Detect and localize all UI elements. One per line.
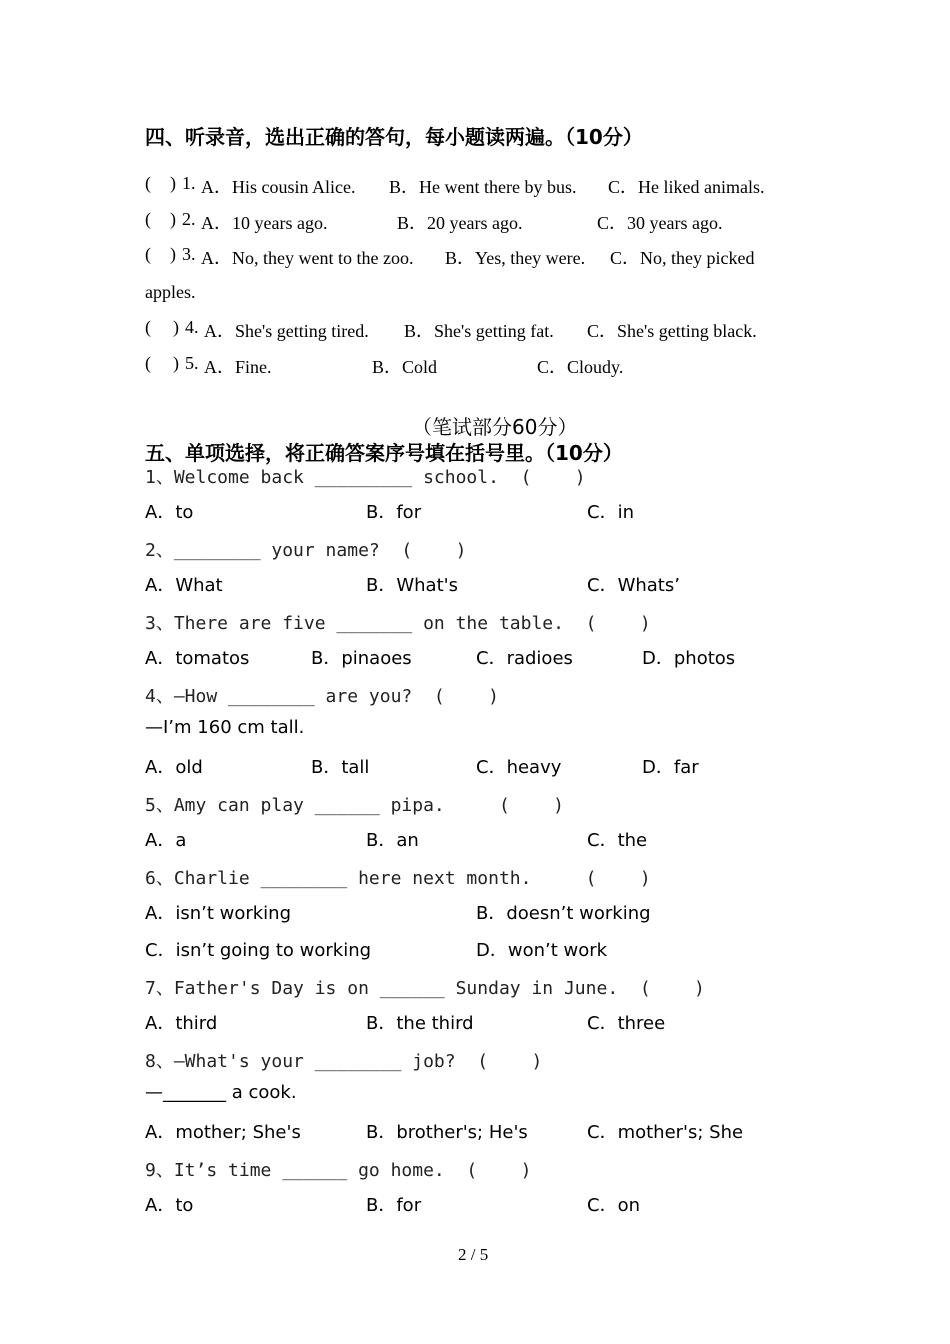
- choice-b: B．for: [366, 502, 422, 523]
- question-stem: 7、Father's Day is on ______ Sunday in June. ( ): [145, 978, 705, 999]
- option-b: B．He went there by bus.: [389, 177, 577, 197]
- question-stem: 8、—What's your ________ job? ( ): [145, 1051, 543, 1072]
- answer-bracket-close: ): [170, 209, 176, 229]
- answer-bracket-close: ): [170, 244, 176, 264]
- choice-a: A．What: [145, 575, 223, 596]
- choice-a: A．a: [145, 830, 187, 851]
- item-number: 5.: [185, 353, 199, 373]
- choice-b: B．doesn’t working: [476, 903, 651, 924]
- choice-c: C．radioes: [476, 648, 573, 669]
- answer-bracket-open: (: [145, 209, 151, 229]
- choice-c: C．the: [587, 830, 648, 851]
- answer-bracket-open: (: [145, 173, 151, 193]
- choice-d: D．photos: [642, 648, 736, 669]
- question-stem: 2、________ your name? ( ): [145, 540, 467, 561]
- choice-b: B．for: [366, 1195, 422, 1216]
- choice-a: A．to: [145, 502, 194, 523]
- choice-b: B．tall: [311, 757, 370, 778]
- choice-a: A．tomatos: [145, 648, 250, 669]
- answer-line: —I’m 160 cm tall.: [145, 717, 305, 738]
- page-number: 2 / 5: [458, 1245, 489, 1264]
- question-stem: 6、Charlie ________ here next month. ( ): [145, 868, 651, 889]
- answer-line: —_______ a cook.: [145, 1082, 297, 1103]
- item-number: 3.: [182, 244, 196, 264]
- option-b: B．20 years ago.: [397, 213, 523, 233]
- question-stem: 9、It’s time ______ go home. ( ): [145, 1160, 532, 1181]
- choice-b: B．brother's; He's: [366, 1122, 528, 1143]
- option-c: C．30 years ago.: [597, 213, 723, 233]
- choice-c: C．mother's; She: [587, 1122, 744, 1143]
- answer-bracket-close: ): [170, 173, 176, 193]
- item-number: 1.: [182, 173, 196, 193]
- choice-d: D．won’t work: [476, 940, 608, 961]
- option-c: C．She's getting black.: [587, 321, 757, 341]
- section5-title: 五、单项选择，将正确答案序号填在括号里。（10分）: [145, 441, 623, 465]
- item-number: 2.: [182, 209, 196, 229]
- choice-a: A．to: [145, 1195, 194, 1216]
- option-a: A．His cousin Alice.: [201, 177, 356, 197]
- choice-d: D．far: [642, 757, 699, 778]
- option-c-continuation: apples.: [145, 282, 196, 302]
- answer-bracket-open: (: [145, 353, 151, 373]
- option-c: C．No, they picked: [610, 248, 755, 268]
- option-b: B．She's getting fat.: [404, 321, 554, 341]
- choice-c: C．Whats’: [587, 575, 680, 596]
- choice-b: B．the third: [366, 1013, 474, 1034]
- choice-a: A．isn’t working: [145, 903, 291, 924]
- choice-c: C．in: [587, 502, 634, 523]
- choice-a: A．mother; She's: [145, 1122, 301, 1143]
- written-part-label: （笔试部分60分）: [412, 415, 578, 439]
- option-a: A．No, they went to the zoo.: [201, 248, 414, 268]
- answer-bracket-open: (: [145, 244, 151, 264]
- choice-c: C．heavy: [476, 757, 562, 778]
- option-c: C．He liked animals.: [608, 177, 765, 197]
- question-stem: 1、Welcome back _________ school. ( ): [145, 467, 586, 488]
- choice-b: B．pinaoes: [311, 648, 412, 669]
- item-number: 4.: [185, 317, 199, 337]
- option-a: A．Fine.: [204, 357, 272, 377]
- answer-bracket-close: ): [173, 317, 179, 337]
- choice-b: B．What's: [366, 575, 458, 596]
- section4-title: 四、听录音，选出正确的答句，每小题读两遍。（10分）: [145, 125, 643, 149]
- question-stem: 4、—How ________ are you? ( ): [145, 686, 499, 707]
- answer-bracket-open: (: [145, 317, 151, 337]
- question-stem: 3、There are five _______ on the table. ( ): [145, 613, 651, 634]
- choice-a: A．third: [145, 1013, 218, 1034]
- question-stem: 5、Amy can play ______ pipa. ( ): [145, 795, 564, 816]
- option-c: C．Cloudy.: [537, 357, 624, 377]
- option-b: B．Yes, they were.: [445, 248, 586, 268]
- option-a: A．10 years ago.: [201, 213, 328, 233]
- choice-c: C．on: [587, 1195, 640, 1216]
- choice-b: B．an: [366, 830, 419, 851]
- choice-c: C．three: [587, 1013, 666, 1034]
- answer-bracket-close: ): [173, 353, 179, 373]
- choice-c: C．isn’t going to working: [145, 940, 372, 961]
- option-b: B．Cold: [372, 357, 438, 377]
- choice-a: A．old: [145, 757, 203, 778]
- option-a: A．She's getting tired.: [204, 321, 369, 341]
